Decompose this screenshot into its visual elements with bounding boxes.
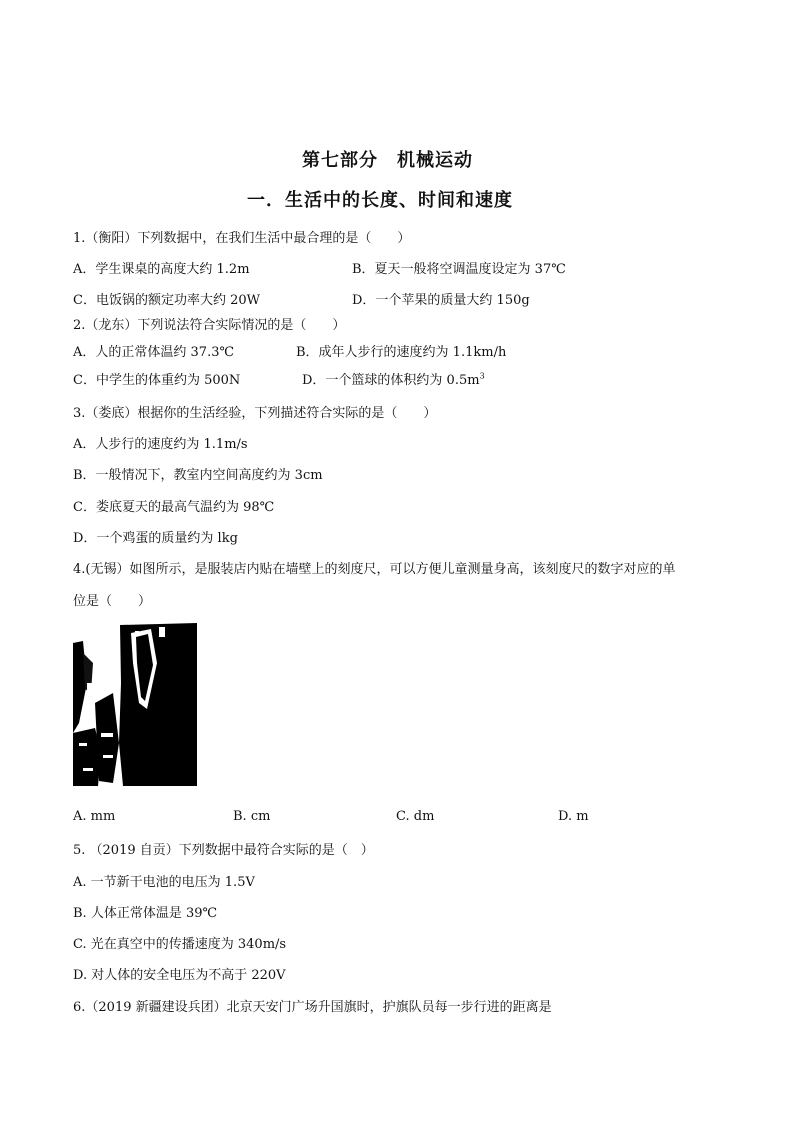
q3-option-b: B．一般情况下，教室内空间高度约为 3cm: [73, 468, 323, 483]
q1-option-a: A．学生课桌的高度大约 1.2m: [73, 262, 250, 277]
q3-stem: 3.（娄底）根据你的生活经验，下列描述符合实际的是（ ）: [73, 406, 437, 421]
q1-option-c: C．电饭锅的额定功率大约 20W: [73, 293, 260, 308]
q2-option-c: C．中学生的体重约为 500N: [73, 373, 241, 388]
q2-stem: 2.（龙东）下列说法符合实际情况的是（ ）: [73, 318, 346, 333]
q4-option-b: B. cm: [233, 809, 271, 824]
q5-option-a: A. 一节新干电池的电压为 1.5V: [73, 875, 255, 890]
q6-stem: 6.（2019 新疆建设兵团）北京天安门广场升国旗时，护旗队员每一步行进的距离是: [73, 1000, 552, 1015]
q2-option-a: A．人的正常体温约 37.3℃: [73, 345, 235, 360]
q5-option-d: D. 对人体的安全电压为不高于 220V: [73, 968, 286, 983]
q4-option-d: D. m: [558, 809, 589, 824]
q4-stem-line2: 位是（ ）: [73, 594, 152, 609]
q5-option-b: B. 人体正常体温是 39℃: [73, 906, 218, 921]
part-title: 第七部分 机械运动: [302, 150, 473, 171]
q2-option-d: D．一个篮球的体积约为 $0.5m^3$: [302, 371, 485, 388]
q2-option-b: B．成年人步行的速度约为 1.1km/h: [296, 345, 507, 360]
q4-stem-line1: 4.(无锡）如图所示，是服装店内贴在墙壁上的刻度尺，可以方便儿童测量身高，该刻度尺的数字对应的单: [73, 562, 676, 577]
section-title: 一．生活中的长度、时间和速度: [247, 190, 513, 211]
q3-option-a: A．人步行的速度约为 1.1m/s: [73, 437, 248, 452]
q3-option-d: D．一个鸡蛋的质量约为 lkg: [73, 531, 238, 546]
q1-option-b: B．夏天一般将空调温度设定为 37℃: [352, 262, 566, 277]
q4-option-a: A. mm: [73, 809, 116, 824]
q3-option-c: C．娄底夏天的最高气温约为 98℃: [73, 500, 275, 515]
height-ruler-photo: [73, 623, 198, 786]
q5-option-c: C. 光在真空中的传播速度为 340m/s: [73, 937, 287, 952]
q4-option-c: C. dm: [396, 809, 435, 824]
q5-stem: 5. （2019 自贡）下列数据中最符合实际的是（ ）: [73, 843, 374, 858]
q1-stem: 1.（衡阳）下列数据中，在我们生活中最合理的是（ ）: [73, 231, 411, 246]
q1-option-d: D．一个苹果的质量大约 150g: [352, 293, 530, 308]
